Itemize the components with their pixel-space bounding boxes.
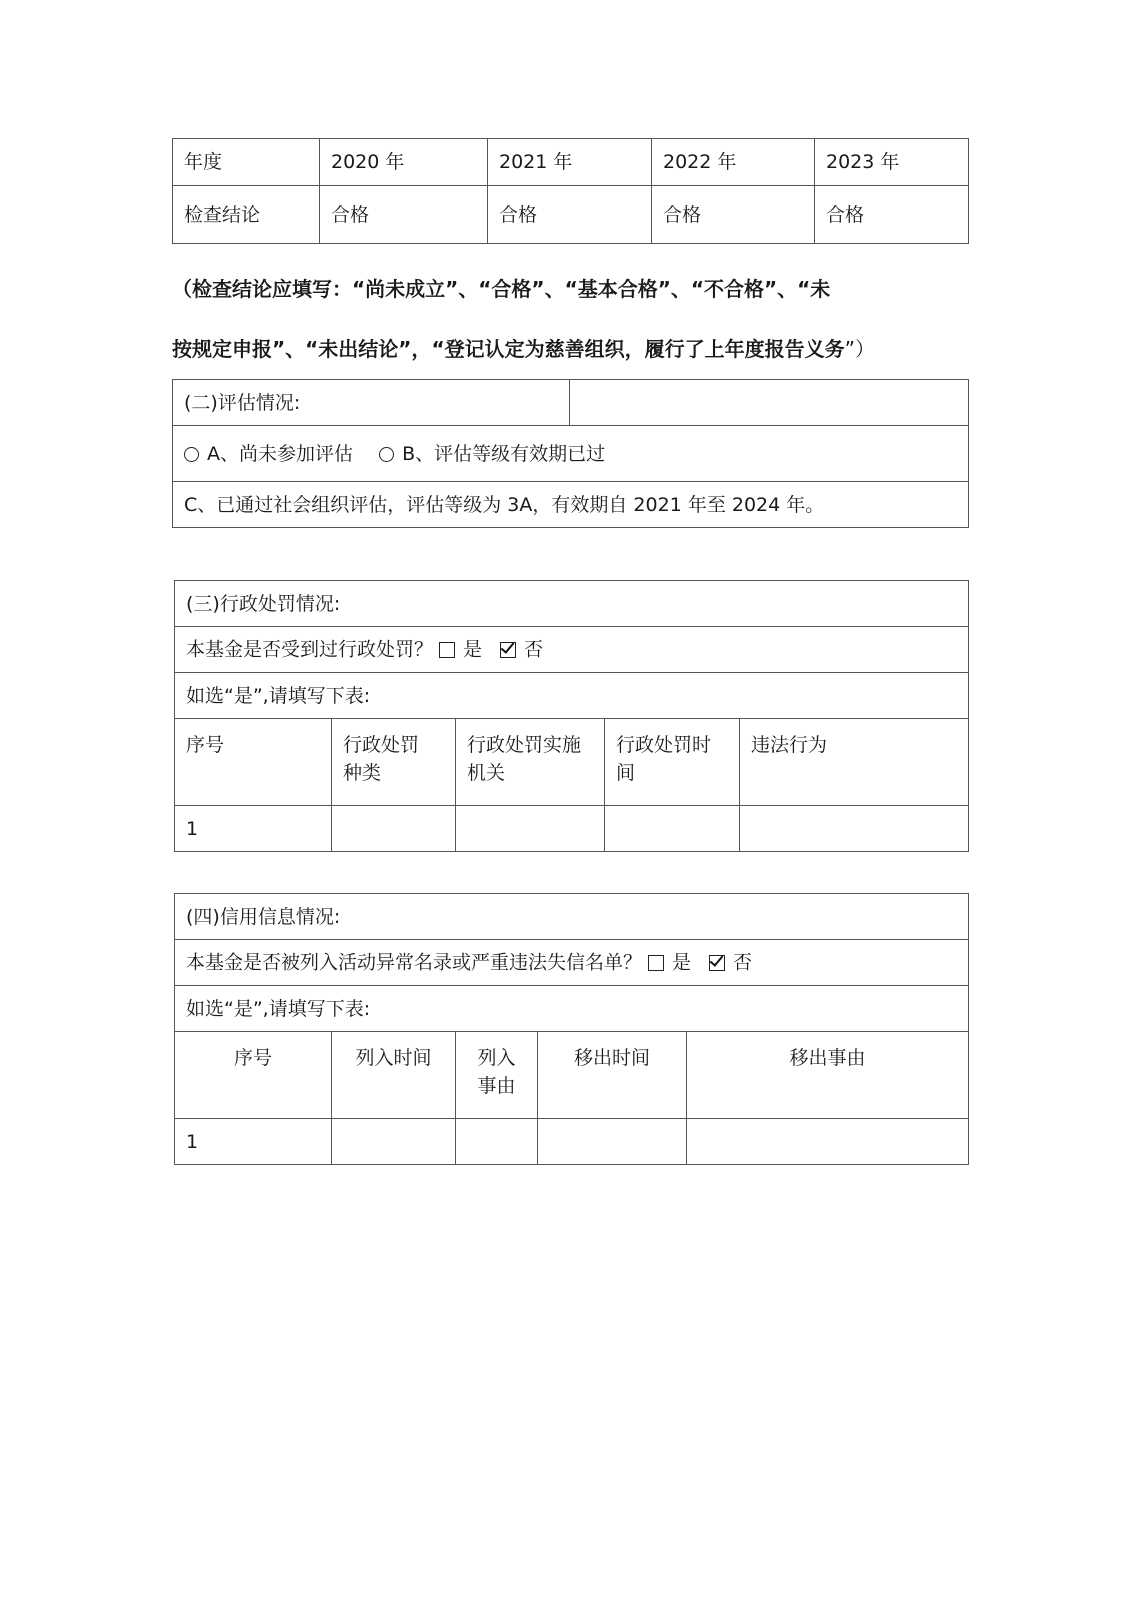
credit-instruction: 如选“是”,请填写下表: bbox=[175, 986, 969, 1032]
note-line-2-part-a: 按规定申报”、“未出结论”， bbox=[172, 337, 432, 361]
year-2022-cell: 2022 年 bbox=[652, 139, 815, 186]
note-line-2-part-b: “登记认定为慈善组织，履行了上年度报告义务 bbox=[431, 337, 845, 361]
note-line-1 bbox=[172, 274, 972, 304]
credit-col-removed-time bbox=[538, 1032, 687, 1119]
note-line-2-part-c: ”） bbox=[844, 337, 875, 361]
penalty-col-time bbox=[605, 719, 740, 806]
penalty-col-type-line2: 种类 bbox=[343, 762, 382, 784]
result-2020-cell: 合格 bbox=[320, 186, 488, 244]
result-2021-cell: 合格 bbox=[488, 186, 652, 244]
penalty-col-type bbox=[332, 719, 456, 806]
credit-question-cell bbox=[175, 940, 969, 986]
evaluation-options-row bbox=[173, 426, 969, 482]
penalty-instruction-row bbox=[175, 673, 969, 719]
penalty-no-checkbox[interactable] bbox=[500, 642, 516, 658]
penalty-col-authority bbox=[456, 719, 605, 806]
year-label-cell: 年度 bbox=[173, 139, 320, 186]
credit-col-index bbox=[175, 1032, 332, 1119]
result-2022-cell: 合格 bbox=[652, 186, 815, 244]
option-b-radio[interactable] bbox=[379, 447, 394, 462]
credit-col-listed-reason-line1: 列入 bbox=[477, 1047, 516, 1069]
evaluation-title-row bbox=[173, 380, 969, 426]
annual-result-row bbox=[173, 186, 969, 244]
evaluation-title: (二)评估情况: bbox=[173, 380, 570, 426]
penalty-col-time-line2: 间 bbox=[616, 762, 636, 784]
credit-col-removed-time-line1: 移出时间 bbox=[573, 1047, 650, 1069]
credit-question-row bbox=[175, 940, 969, 986]
annual-inspection-table bbox=[172, 138, 969, 244]
credit-col-listed-time-line1: 列入时间 bbox=[355, 1047, 432, 1069]
option-b-label: B、评估等级有效期已过 bbox=[402, 442, 606, 465]
credit-question: 本基金是否被列入活动异常名录或严重违法失信名单？ bbox=[186, 951, 643, 974]
penalty-title-row bbox=[175, 581, 969, 627]
credit-yes-checkbox[interactable] bbox=[648, 955, 664, 971]
penalty-table bbox=[174, 580, 969, 852]
penalty-row-1-authority[interactable] bbox=[456, 806, 605, 852]
evaluation-empty-cell bbox=[570, 380, 969, 426]
result-label-cell: 检查结论 bbox=[173, 186, 320, 244]
penalty-question: 本基金是否受到过行政处罚？ bbox=[186, 638, 434, 661]
credit-yes-label: 是 bbox=[672, 951, 692, 974]
credit-row-1-index: 1 bbox=[175, 1119, 332, 1165]
credit-col-listed-reason bbox=[456, 1032, 538, 1119]
credit-col-removed-reason bbox=[687, 1032, 969, 1119]
credit-row-1-listed-time[interactable] bbox=[332, 1119, 456, 1165]
credit-row-1-removed-time[interactable] bbox=[538, 1119, 687, 1165]
penalty-yes-checkbox[interactable] bbox=[439, 642, 455, 658]
evaluation-table bbox=[172, 379, 969, 528]
credit-title-row bbox=[175, 894, 969, 940]
penalty-no-label: 否 bbox=[524, 638, 544, 661]
penalty-row-1-index: 1 bbox=[175, 806, 332, 852]
evaluation-options-cell bbox=[173, 426, 969, 482]
penalty-header-row bbox=[175, 719, 969, 806]
penalty-question-cell bbox=[175, 627, 969, 673]
penalty-col-index-line1: 序号 bbox=[186, 734, 225, 756]
penalty-col-time-line1: 行政处罚时 bbox=[616, 734, 712, 756]
penalty-col-violation bbox=[740, 719, 969, 806]
year-2020-cell: 2020 年 bbox=[320, 139, 488, 186]
credit-no-checkbox[interactable] bbox=[709, 955, 725, 971]
credit-table bbox=[174, 893, 969, 1165]
penalty-col-type-line1: 行政处罚 bbox=[343, 734, 420, 756]
penalty-col-violation-line1: 违法行为 bbox=[751, 734, 828, 756]
credit-col-listed-reason-line2: 事由 bbox=[477, 1075, 516, 1097]
credit-row-1-listed-reason[interactable] bbox=[456, 1119, 538, 1165]
evaluation-option-c-row bbox=[173, 482, 969, 528]
result-2023-cell: 合格 bbox=[815, 186, 969, 244]
penalty-col-authority-line2: 机关 bbox=[467, 762, 506, 784]
note-line-2 bbox=[172, 334, 972, 364]
penalty-row-1-time[interactable] bbox=[605, 806, 740, 852]
credit-instruction-row bbox=[175, 986, 969, 1032]
annual-header-row bbox=[173, 139, 969, 186]
credit-col-removed-reason-line1: 移出事由 bbox=[789, 1047, 866, 1069]
penalty-instruction: 如选“是”,请填写下表: bbox=[175, 673, 969, 719]
penalty-yes-label: 是 bbox=[463, 638, 483, 661]
credit-col-index-line1: 序号 bbox=[233, 1047, 272, 1069]
credit-header-row bbox=[175, 1032, 969, 1119]
option-a-label: A、尚未参加评估 bbox=[207, 442, 353, 465]
table-row bbox=[175, 1119, 969, 1165]
penalty-row-1-violation[interactable] bbox=[740, 806, 969, 852]
credit-row-1-removed-reason[interactable] bbox=[687, 1119, 969, 1165]
credit-title: (四)信用信息情况: bbox=[175, 894, 969, 940]
year-2021-cell: 2021 年 bbox=[488, 139, 652, 186]
note-line-1-text: （检查结论应填写：“尚未成立”、“合格”、“基本合格”、“不合格”、“未 bbox=[172, 277, 831, 301]
year-2023-cell: 2023 年 bbox=[815, 139, 969, 186]
credit-no-label: 否 bbox=[733, 951, 753, 974]
penalty-question-row bbox=[175, 627, 969, 673]
option-a-radio[interactable] bbox=[184, 447, 199, 462]
credit-col-listed-time bbox=[332, 1032, 456, 1119]
table-row bbox=[175, 806, 969, 852]
penalty-title: (三)行政处罚情况: bbox=[175, 581, 969, 627]
penalty-col-index bbox=[175, 719, 332, 806]
penalty-col-authority-line1: 行政处罚实施 bbox=[467, 734, 582, 756]
option-c-text: C、已通过社会组织评估，评估等级为 3A，有效期自 2021 年至 2024 年。 bbox=[173, 482, 969, 528]
penalty-row-1-type[interactable] bbox=[332, 806, 456, 852]
